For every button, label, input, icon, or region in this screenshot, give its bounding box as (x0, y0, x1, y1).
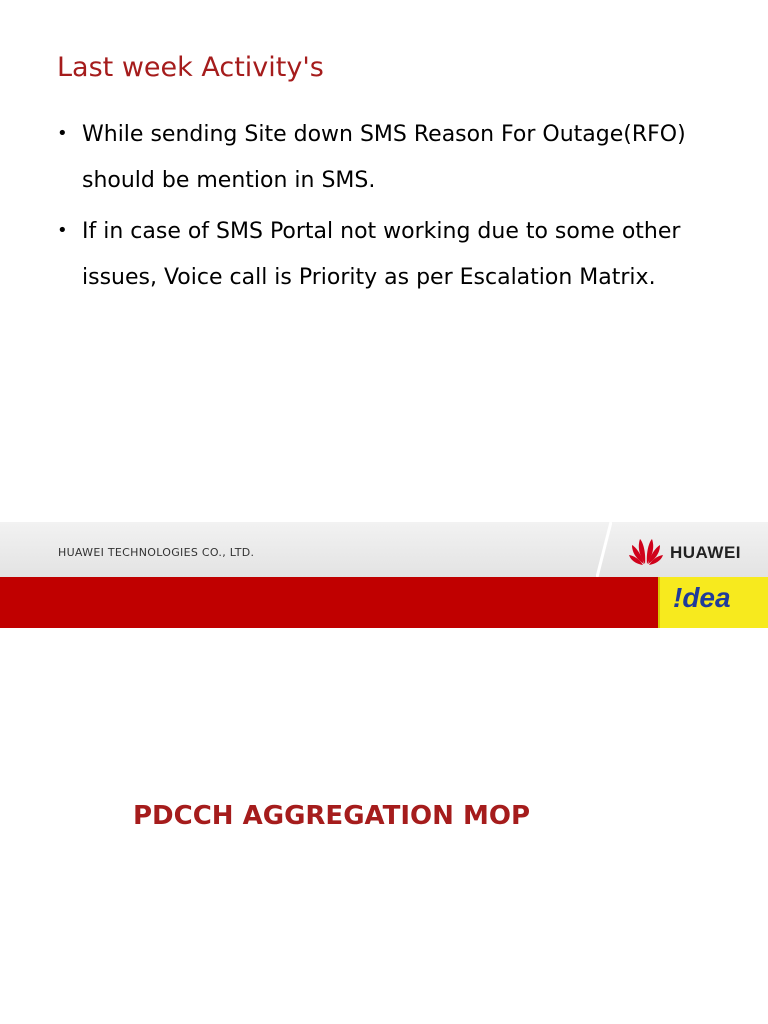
bullet-list (57, 112, 737, 306)
slide-title: Last week Activity's (57, 52, 324, 83)
huawei-flower-icon (628, 536, 664, 566)
next-slide-title: PDCCH AGGREGATION MOP (133, 801, 530, 831)
bullet-dot-icon: • (57, 220, 68, 241)
divider-slash (596, 522, 612, 577)
idea-logo-text: !dea (673, 582, 731, 613)
huawei-logo-text: HUAWEI (670, 543, 741, 562)
bullet-item (57, 209, 737, 301)
bullet-dot-icon: • (57, 123, 68, 144)
bullet-text: If in case of SMS Portal not working due to some other issues, Voice call is Priority as per Escalation Matrix. (82, 219, 681, 290)
bullet-text: While sending Site down SMS Reason For Outage(RFO) should be mention in SMS. (82, 122, 686, 193)
red-band (0, 577, 768, 628)
bullet-item (57, 112, 737, 204)
company-name: HUAWEI TECHNOLOGIES CO., LTD. (58, 546, 255, 559)
